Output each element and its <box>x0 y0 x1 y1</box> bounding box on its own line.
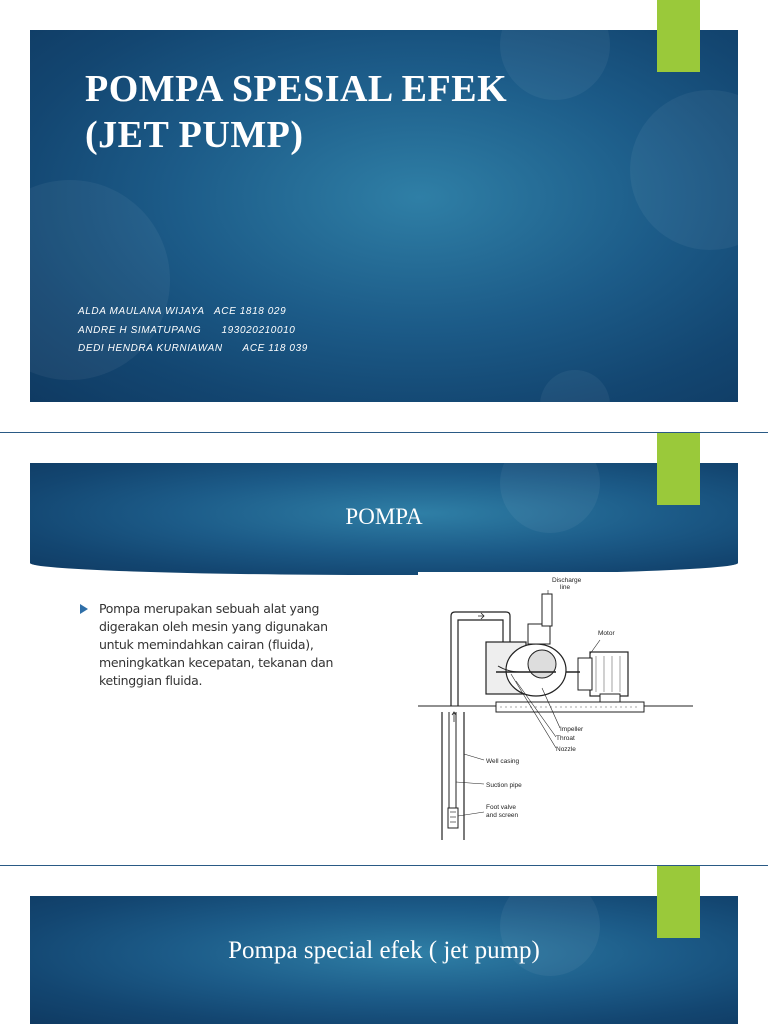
label-foot-valve: Foot valve <box>486 804 516 811</box>
bullet-text: Pompa merupakan sebuah alat yang digerakan oleh mesin yang digunakan untuk memindahkan cairan (fluida), meningkatkan kecepatan, tekanan dan ketinggian fluida. <box>99 601 334 688</box>
label-line: line <box>560 584 571 591</box>
label-well-casing: Well casing <box>486 758 520 765</box>
bullet-arrow-icon <box>80 604 88 614</box>
label-motor: Motor <box>598 630 615 637</box>
slide-2-title: POMPA <box>345 504 423 529</box>
bullet-item <box>80 600 365 690</box>
author-list <box>78 303 308 359</box>
accent-tab <box>657 866 700 938</box>
label-nozzle: Nozzle <box>556 746 576 753</box>
title-line-2: (JET PUMP) <box>85 114 304 156</box>
slide-1-title <box>85 66 645 158</box>
accent-tab <box>657 433 700 505</box>
label-impeller: Impeller <box>560 726 584 733</box>
jet-pump-diagram <box>418 572 693 842</box>
title-line-1: POMPA SPESIAL EFEK <box>85 68 508 110</box>
author-item: ALDA MAULANA WIJAYA ACE 1818 029 <box>78 306 287 317</box>
label-suction-pipe: Suction pipe <box>486 782 522 789</box>
label-discharge: Discharge <box>552 577 582 584</box>
slide-1 <box>0 0 768 432</box>
label-and-screen: and screen <box>486 812 519 819</box>
slide-3-title: Pompa special efek ( jet pump) <box>228 937 540 964</box>
label-throat: Throat <box>556 735 575 742</box>
decorative-bubble <box>540 370 610 402</box>
author-item: DEDI HENDRA KURNIAWAN ACE 118 039 <box>78 343 308 354</box>
author-item: ANDRE H SIMATUPANG 193020210010 <box>78 324 296 336</box>
decorative-bubble <box>630 90 738 250</box>
accent-tab <box>657 0 700 72</box>
